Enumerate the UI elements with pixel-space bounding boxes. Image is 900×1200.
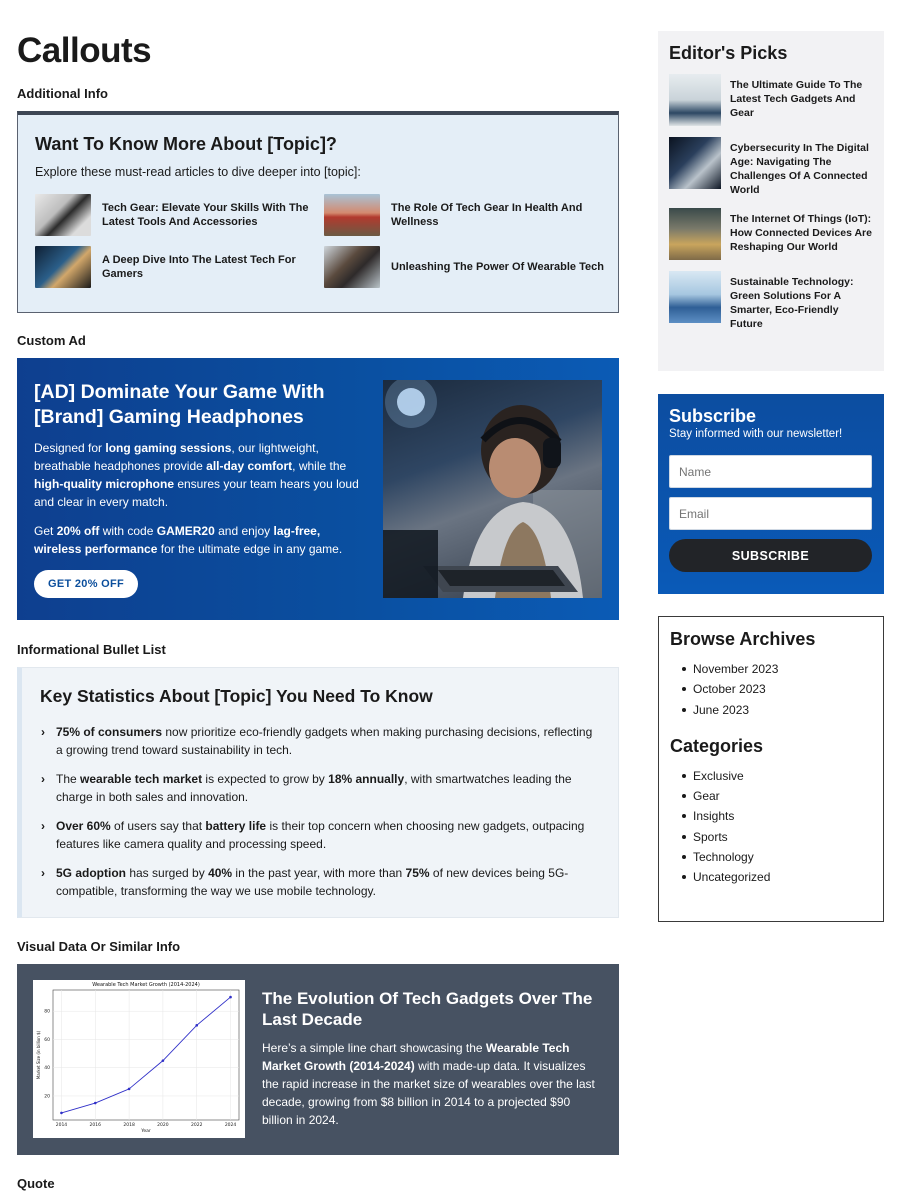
section-label-quote: Quote bbox=[17, 1176, 55, 1191]
section-label-additional-info: Additional Info bbox=[17, 86, 108, 101]
pick-thumbnail[interactable] bbox=[669, 137, 721, 189]
list-item bbox=[40, 817, 601, 853]
stat-emphasis: 40% bbox=[208, 866, 233, 880]
pick-thumbnail[interactable] bbox=[669, 74, 721, 126]
ad-heading: [AD] Dominate Your Game With [Brand] Gaming Headphones bbox=[34, 381, 325, 428]
article-title[interactable]: Unleashing The Power Of Wearable Tech bbox=[391, 261, 604, 273]
ad-emphasis: long gaming sessions bbox=[105, 441, 232, 455]
category-link[interactable]: Technology bbox=[693, 850, 754, 865]
pick-thumbnail[interactable] bbox=[669, 271, 721, 323]
pick-item[interactable] bbox=[669, 208, 873, 260]
section-label-bullet-list: Informational Bullet List bbox=[17, 642, 166, 657]
article-title[interactable]: Tech Gear: Elevate Your Skills With The Latest Tools And Accessories bbox=[102, 202, 309, 228]
ad-text: Get bbox=[34, 524, 57, 538]
stat-emphasis: 18% annually bbox=[328, 772, 405, 786]
ad-emphasis: all-day comfort bbox=[206, 459, 293, 473]
archive-link[interactable]: November 2023 bbox=[693, 662, 779, 676]
x-axis-label: Year bbox=[141, 1129, 151, 1134]
ad-emphasis: 20% off bbox=[56, 524, 100, 538]
chart-title: Wearable Tech Market Growth (2014-2024) bbox=[92, 982, 200, 988]
ad-text: , while the bbox=[292, 459, 347, 473]
list-item bbox=[670, 700, 872, 720]
subscribe-subtext: Stay informed with our newsletter! bbox=[669, 428, 843, 440]
x-tick-label: 2016 bbox=[89, 1123, 101, 1128]
ad-emphasis: GAMER20 bbox=[156, 524, 215, 538]
x-tick-label: 2018 bbox=[123, 1123, 135, 1128]
stat-emphasis: 75% of consumers bbox=[56, 725, 163, 739]
archive-link[interactable]: October 2023 bbox=[693, 682, 766, 697]
pick-thumbnail[interactable] bbox=[669, 208, 721, 260]
y-axis-label: Market Size (in billion $) bbox=[36, 1030, 41, 1080]
data-point bbox=[195, 1024, 198, 1027]
email-input[interactable] bbox=[669, 497, 872, 530]
list-item bbox=[670, 766, 872, 786]
section-label-custom-ad: Custom Ad bbox=[17, 333, 86, 348]
pick-item[interactable] bbox=[669, 137, 873, 197]
list-item bbox=[40, 770, 601, 806]
gamer-photo bbox=[383, 380, 602, 598]
ad-text: ensures your team hears you loud and clear in every match. bbox=[34, 477, 359, 509]
categories-list bbox=[670, 766, 872, 888]
editors-picks-heading: Editor's Picks bbox=[669, 43, 788, 63]
ad-banner bbox=[17, 358, 619, 620]
stat-text: is expected to grow by bbox=[202, 772, 329, 786]
pick-title[interactable]: The Internet Of Things (IoT): How Connected Devices Are Reshaping Our World bbox=[730, 213, 872, 253]
article-grid bbox=[35, 194, 604, 288]
stat-emphasis: 75% bbox=[405, 866, 430, 880]
stat-text: in the past year, with more than bbox=[232, 866, 406, 880]
stat-emphasis: battery life bbox=[205, 819, 267, 833]
y-tick-label: 20 bbox=[44, 1094, 50, 1100]
ad-description bbox=[34, 439, 369, 511]
article-link[interactable] bbox=[35, 246, 324, 288]
get-discount-button[interactable]: GET 20% OFF bbox=[34, 570, 138, 598]
data-point bbox=[128, 1088, 131, 1091]
subscribe-heading: Subscribe bbox=[669, 406, 757, 426]
category-link[interactable]: Gear bbox=[693, 789, 720, 804]
category-link[interactable]: Uncategorized bbox=[693, 870, 771, 885]
stat-text: of new devices being 5G-compatible, transforming the way we use mobile technology. bbox=[56, 866, 569, 898]
stat-emphasis: 5G adoption bbox=[56, 866, 126, 880]
visual-heading: The Evolution Of Tech Gadgets Over The Last Decade bbox=[262, 989, 593, 1029]
list-item bbox=[670, 827, 872, 847]
data-point bbox=[162, 1059, 165, 1062]
list-item bbox=[670, 659, 872, 679]
x-tick-label: 2024 bbox=[224, 1123, 237, 1128]
article-thumbnail[interactable] bbox=[35, 194, 91, 236]
ad-text: for the ultimate edge in any game. bbox=[157, 542, 343, 556]
line-chart bbox=[33, 980, 245, 1138]
archives-heading: Browse Archives bbox=[670, 629, 816, 649]
x-tick-label: 2022 bbox=[191, 1123, 203, 1128]
pick-item[interactable] bbox=[669, 74, 873, 126]
chevron-right-icon: › bbox=[41, 725, 45, 739]
list-item bbox=[670, 679, 872, 699]
y-tick-label: 60 bbox=[44, 1037, 50, 1043]
statistics-box bbox=[17, 667, 619, 918]
visual-description bbox=[262, 1039, 602, 1129]
list-item bbox=[670, 806, 872, 826]
sidebar bbox=[658, 31, 884, 922]
article-link[interactable] bbox=[324, 194, 613, 236]
pick-title[interactable]: Cybersecurity In The Digital Age: Navigating The Challenges Of A Connected World bbox=[730, 142, 869, 196]
article-title[interactable]: The Role Of Tech Gear In Health And Wellness bbox=[391, 202, 583, 228]
visual-data-box bbox=[17, 964, 619, 1155]
main-content bbox=[17, 30, 619, 1200]
category-link[interactable]: Insights bbox=[693, 809, 735, 824]
ad-text: , our lightweight, breathable headphones provide bbox=[34, 441, 319, 473]
statistics-heading: Key Statistics About [Topic] You Need To Know bbox=[40, 686, 433, 706]
chevron-right-icon: › bbox=[41, 819, 45, 833]
chevron-right-icon: › bbox=[41, 772, 45, 786]
subscribe-widget bbox=[658, 394, 884, 594]
plot-area bbox=[53, 990, 239, 1120]
callout-heading: Want To Know More About [Topic]? bbox=[35, 134, 337, 154]
category-link[interactable]: Sports bbox=[693, 829, 728, 844]
stat-text: now prioritize eco-friendly gadgets when making purchasing decisions, reflecting a growing trend toward sustainability in tech. bbox=[56, 725, 593, 757]
ad-text: Designed for bbox=[34, 441, 106, 455]
section-label-visual-data: Visual Data Or Similar Info bbox=[17, 939, 181, 954]
article-thumbnail[interactable] bbox=[324, 246, 380, 288]
statistics-list bbox=[40, 723, 601, 900]
stat-emphasis: Over 60% bbox=[56, 819, 111, 833]
gamer-illustration bbox=[383, 380, 602, 598]
visual-emphasis: Wearable Tech Market Growth (2014-2024) bbox=[262, 1041, 570, 1073]
article-title[interactable]: A Deep Dive Into The Latest Tech For Gamers bbox=[102, 254, 296, 280]
archives-list bbox=[670, 659, 872, 720]
x-tick-label: 2020 bbox=[157, 1123, 169, 1128]
x-tick-label: 2014 bbox=[55, 1123, 68, 1128]
stat-text: has surged by bbox=[126, 866, 209, 880]
list-item bbox=[670, 847, 872, 867]
stat-emphasis: wearable tech market bbox=[80, 772, 203, 786]
article-link[interactable] bbox=[324, 246, 613, 288]
visual-text: with made-up data. It visualizes the rapid increase in the market size of wearables over the last decade, growing from $8 billion in 2014 to a projected $90 billion in 2024. bbox=[262, 1059, 595, 1127]
archives-widget bbox=[658, 616, 884, 922]
line-chart-svg bbox=[33, 980, 245, 1138]
list-item bbox=[670, 786, 872, 806]
visual-text: Here’s a simple line chart showcasing the bbox=[262, 1041, 486, 1055]
ad-emphasis: lag-free, wireless performance bbox=[34, 524, 321, 556]
pick-title[interactable]: The Ultimate Guide To The Latest Tech Gadgets And Gear bbox=[730, 79, 863, 119]
chevron-right-icon: › bbox=[41, 866, 45, 880]
callout-intro: Explore these must-read articles to dive deeper into [topic]: bbox=[35, 165, 361, 179]
ad-text: with code bbox=[99, 524, 157, 538]
category-link[interactable]: Exclusive bbox=[693, 768, 744, 783]
stat-text: of users say that bbox=[110, 819, 206, 833]
article-link[interactable] bbox=[35, 194, 324, 236]
callout-box bbox=[17, 111, 619, 313]
stat-text: , with smartwatches leading the charge in both sales and innovation. bbox=[56, 772, 572, 804]
pick-title[interactable]: Sustainable Technology: Green Solutions For A Smarter, Eco-Friendly Future bbox=[730, 276, 854, 330]
ad-emphasis: high-quality microphone bbox=[34, 477, 174, 491]
archive-link[interactable]: June 2023 bbox=[693, 702, 750, 717]
subscribe-button[interactable]: SUBSCRIBE bbox=[669, 539, 872, 572]
categories-heading: Categories bbox=[670, 735, 764, 756]
data-point bbox=[60, 1112, 63, 1115]
page-title: Callouts bbox=[17, 31, 152, 70]
list-item bbox=[40, 723, 601, 759]
stat-text: is their top concern when choosing new gadgets, outpacing features like camera quality and processing speed. bbox=[56, 819, 585, 851]
ad-offer bbox=[34, 522, 369, 558]
editors-picks bbox=[658, 31, 884, 371]
data-point bbox=[229, 996, 232, 999]
article-thumbnail[interactable] bbox=[35, 246, 91, 288]
name-input[interactable] bbox=[669, 455, 872, 488]
list-item bbox=[40, 864, 601, 900]
ad-text: and enjoy bbox=[214, 524, 274, 538]
data-point bbox=[94, 1102, 97, 1105]
y-tick-label: 80 bbox=[44, 1009, 50, 1015]
stat-text: The bbox=[56, 772, 81, 786]
list-item bbox=[670, 867, 872, 887]
article-thumbnail[interactable] bbox=[324, 194, 380, 236]
pick-item[interactable] bbox=[669, 271, 873, 331]
y-tick-label: 40 bbox=[44, 1066, 50, 1072]
